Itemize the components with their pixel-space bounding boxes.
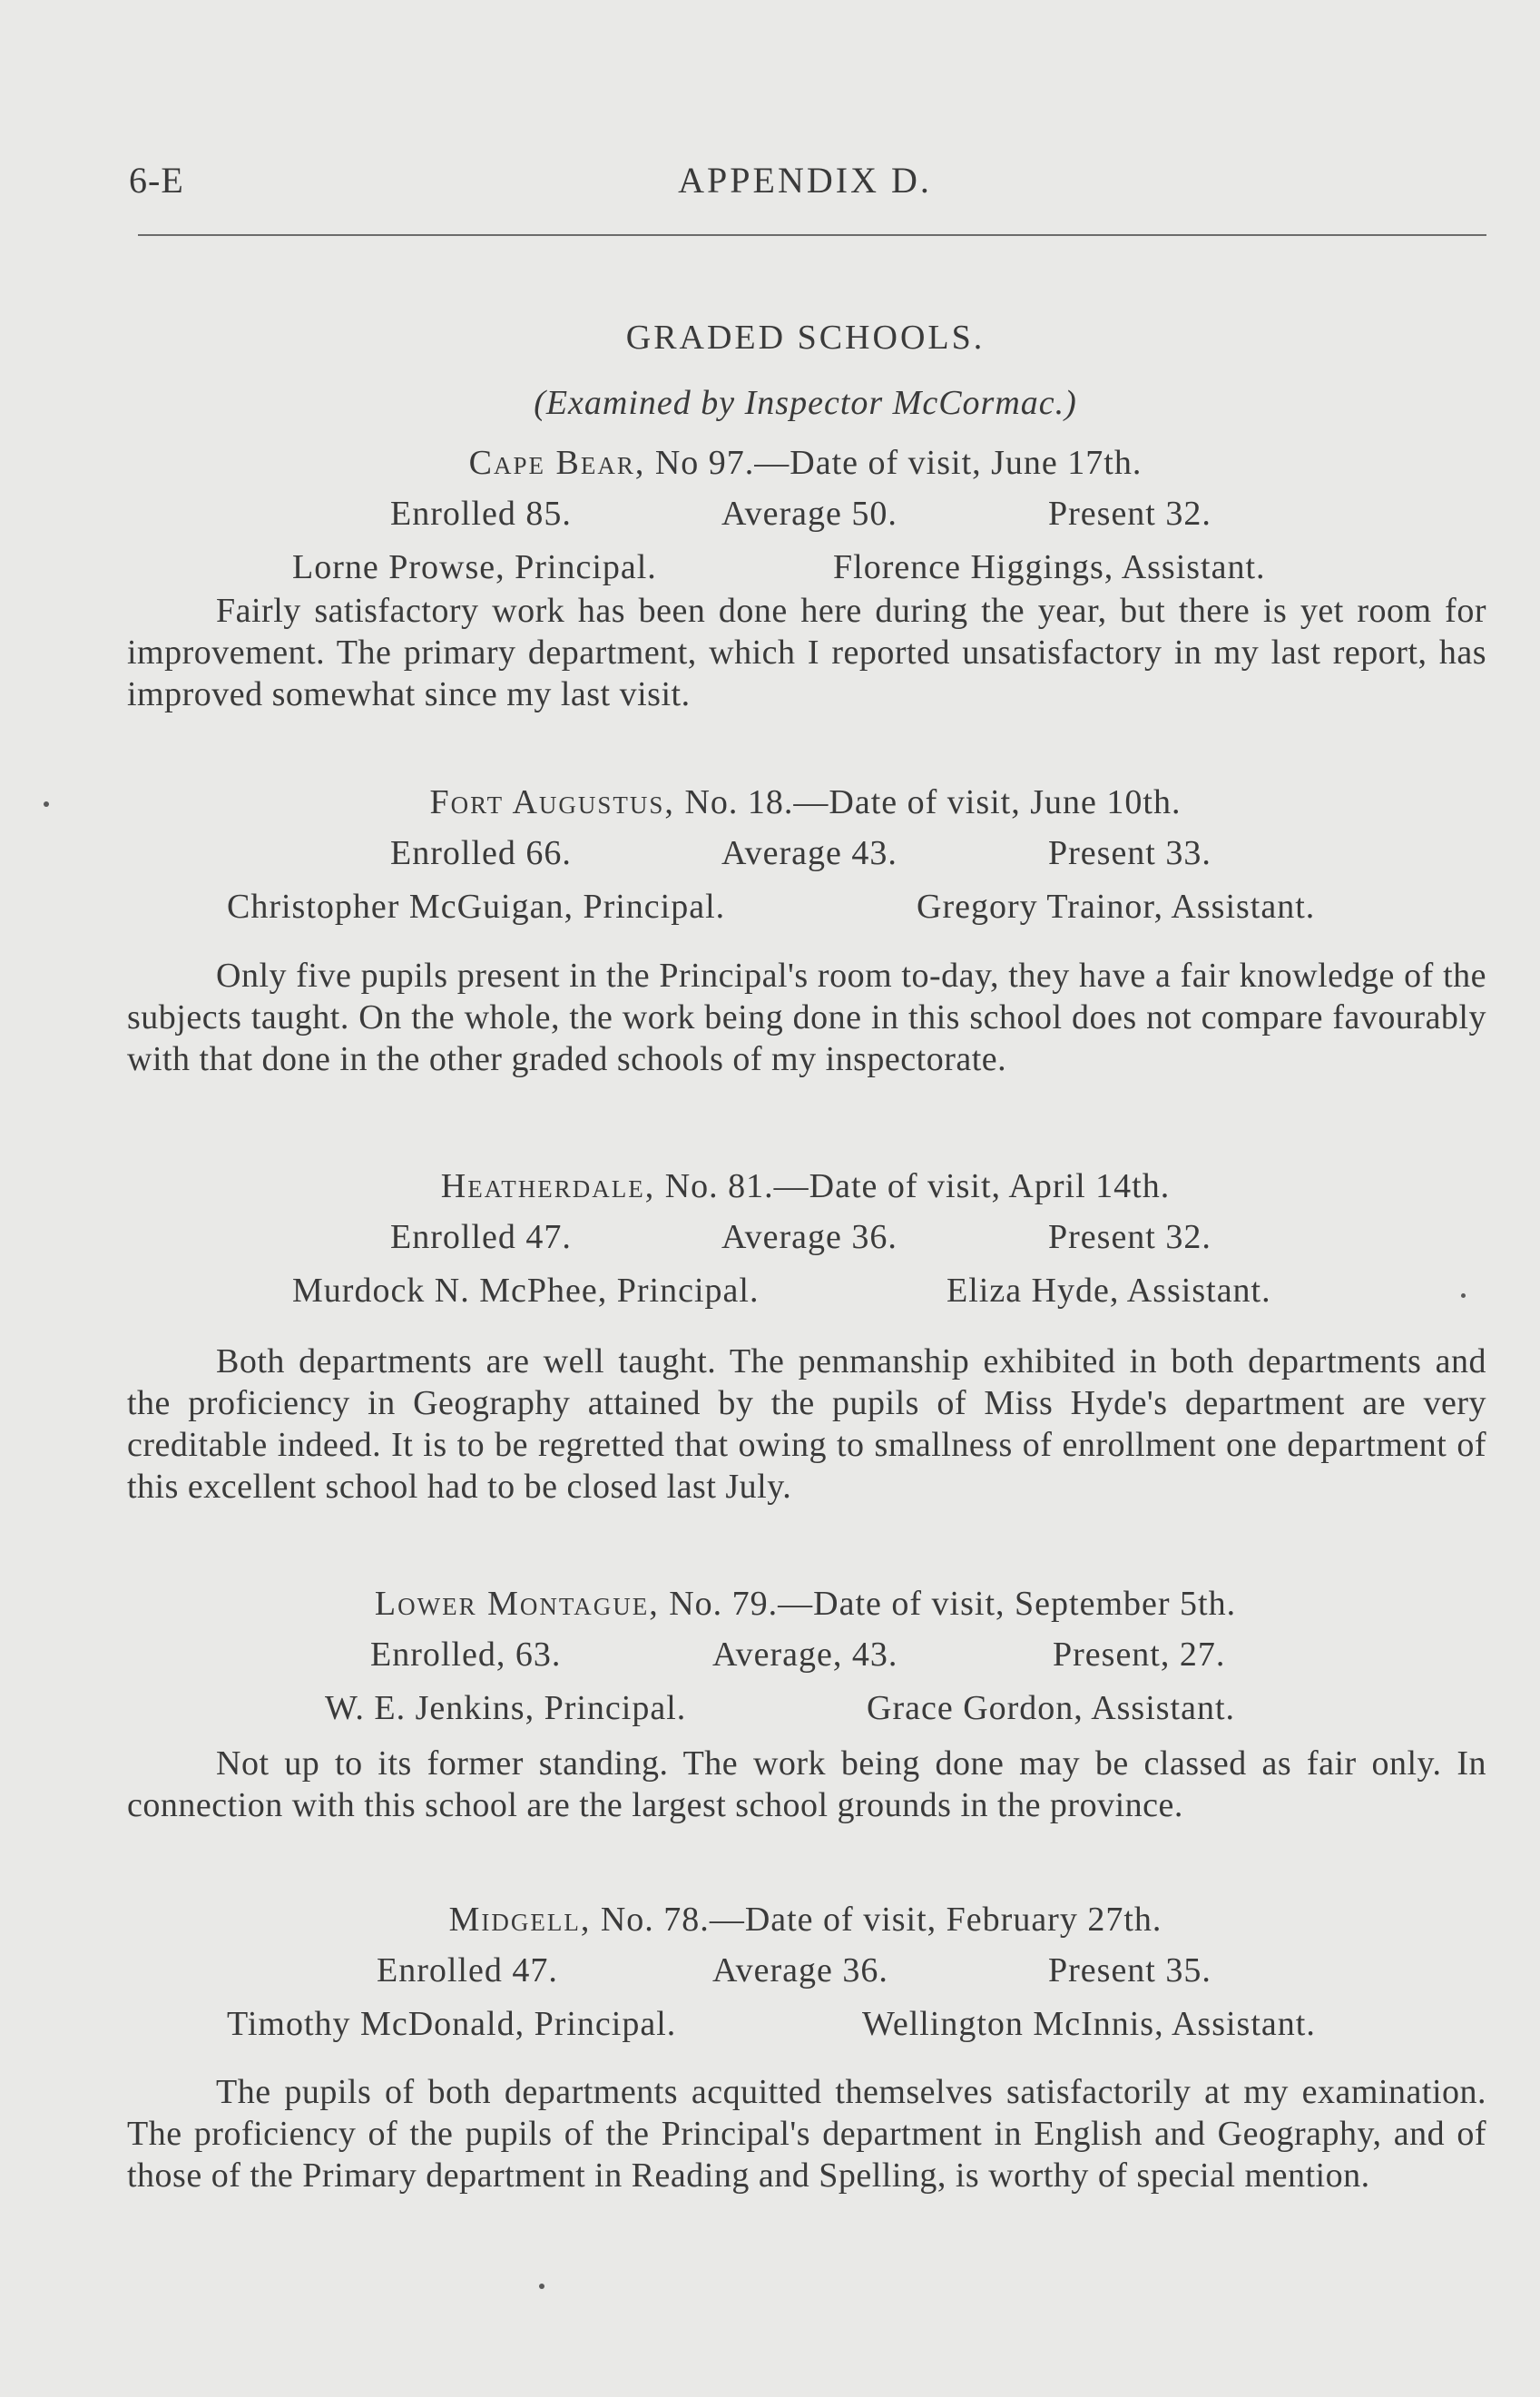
present-count: Present 32. xyxy=(1048,495,1211,533)
present-count: Present 35. xyxy=(1048,1951,1211,1989)
school-name: Fort Augustus, xyxy=(429,783,675,821)
school-number: No. 81. xyxy=(664,1167,774,1205)
school-heading xyxy=(0,1584,1540,1624)
school-number: No. 78. xyxy=(600,1901,710,1939)
school-report: Not up to its former standing. The work being done may be classed as fair only. In connection with this school are the largest school grounds in the province. xyxy=(127,1744,1486,1824)
school-heading xyxy=(0,1900,1540,1940)
header-rule xyxy=(138,234,1486,236)
school-report: Only five pupils present in the Principal's room to-day, they have a fair knowledge of the subjects taught. On the whole, the work being done in this school does not compare favourably with that done in the other graded schools of my inspectorate. xyxy=(127,957,1486,1078)
school-name: Heatherdale, xyxy=(440,1167,656,1205)
page-folio: 6-E xyxy=(129,160,184,201)
average-count: Average 50. xyxy=(721,495,898,533)
present-count: Present, 27. xyxy=(1053,1636,1226,1674)
assistant-name: Florence Higgings, Assistant. xyxy=(833,548,1266,586)
average-count: Average 36. xyxy=(712,1951,888,1989)
enrolled-count: Enrolled 47. xyxy=(377,1951,558,1989)
principal-name: Murdock N. McPhee, Principal. xyxy=(292,1272,760,1310)
school-heading xyxy=(0,782,1540,822)
assistant-name: Wellington McInnis, Assistant. xyxy=(862,2005,1316,2043)
running-title: APPENDIX D. xyxy=(678,160,932,201)
principal-name: Lorne Prowse, Principal. xyxy=(292,548,657,586)
school-report: Both departments are well taught. The penmanship exhibited in both departments and the proficiency in Geography attained by the pupils of Miss Hyde's department are very creditable indeed. It is to be regretted that owing to smallness of enrollment one department of this excellent school had to be closed last July. xyxy=(127,1342,1486,1506)
school-heading xyxy=(0,443,1540,483)
paper-speck xyxy=(44,801,49,807)
enrolled-count: Enrolled 85. xyxy=(390,495,572,533)
principal-name: Christopher McGuigan, Principal. xyxy=(227,888,726,926)
school-visit-date: —Date of visit, September 5th. xyxy=(778,1585,1237,1623)
school-heading xyxy=(0,1166,1540,1206)
average-count: Average 43. xyxy=(721,834,898,872)
page-header xyxy=(129,159,1481,213)
school-number: No. 18. xyxy=(684,783,794,821)
school-visit-date: —Date of visit, June 17th. xyxy=(754,444,1143,482)
principal-name: W. E. Jenkins, Principal. xyxy=(325,1689,687,1727)
section-title: GRADED SCHOOLS. xyxy=(625,319,986,357)
assistant-name: Grace Gordon, Assistant. xyxy=(867,1689,1236,1727)
school-report: Fairly satisfactory work has been done here during the year, but there is yet room for improvement. The primary department, which I reported unsatisfactory in my last report, has improved somewhat since my last visit. xyxy=(127,592,1486,713)
school-name: Lower Montague, xyxy=(374,1585,660,1623)
school-name: Midgell, xyxy=(448,1901,592,1939)
principal-name: Timothy McDonald, Principal. xyxy=(227,2005,677,2043)
average-count: Average 36. xyxy=(721,1218,898,1256)
school-report: The pupils of both departments acquitted themselves satisfactorily at my examination. The proficiency of the pupils of the Principal's department in English and Geography, and of those of the Primary department in Reading and Spelling, is worthy of special mention. xyxy=(127,2073,1486,2195)
school-number: No 97. xyxy=(654,444,755,482)
school-name: Cape Bear, xyxy=(468,444,646,482)
paper-speck xyxy=(539,2284,544,2289)
school-visit-date: —Date of visit, February 27th. xyxy=(709,1901,1162,1939)
assistant-name: Eliza Hyde, Assistant. xyxy=(947,1272,1271,1310)
present-count: Present 33. xyxy=(1048,834,1211,872)
enrolled-count: Enrolled, 63. xyxy=(370,1636,562,1674)
enrolled-count: Enrolled 47. xyxy=(390,1218,572,1256)
present-count: Present 32. xyxy=(1048,1218,1211,1256)
average-count: Average, 43. xyxy=(712,1636,898,1674)
assistant-name: Gregory Trainor, Assistant. xyxy=(917,888,1316,926)
school-number: No. 79. xyxy=(669,1585,779,1623)
section-examiner: (Examined by Inspector McCormac.) xyxy=(534,384,1077,422)
enrolled-count: Enrolled 66. xyxy=(390,834,572,872)
school-visit-date: —Date of visit, April 14th. xyxy=(773,1167,1171,1205)
school-visit-date: —Date of visit, June 10th. xyxy=(793,783,1182,821)
paper-speck xyxy=(1461,1293,1466,1298)
